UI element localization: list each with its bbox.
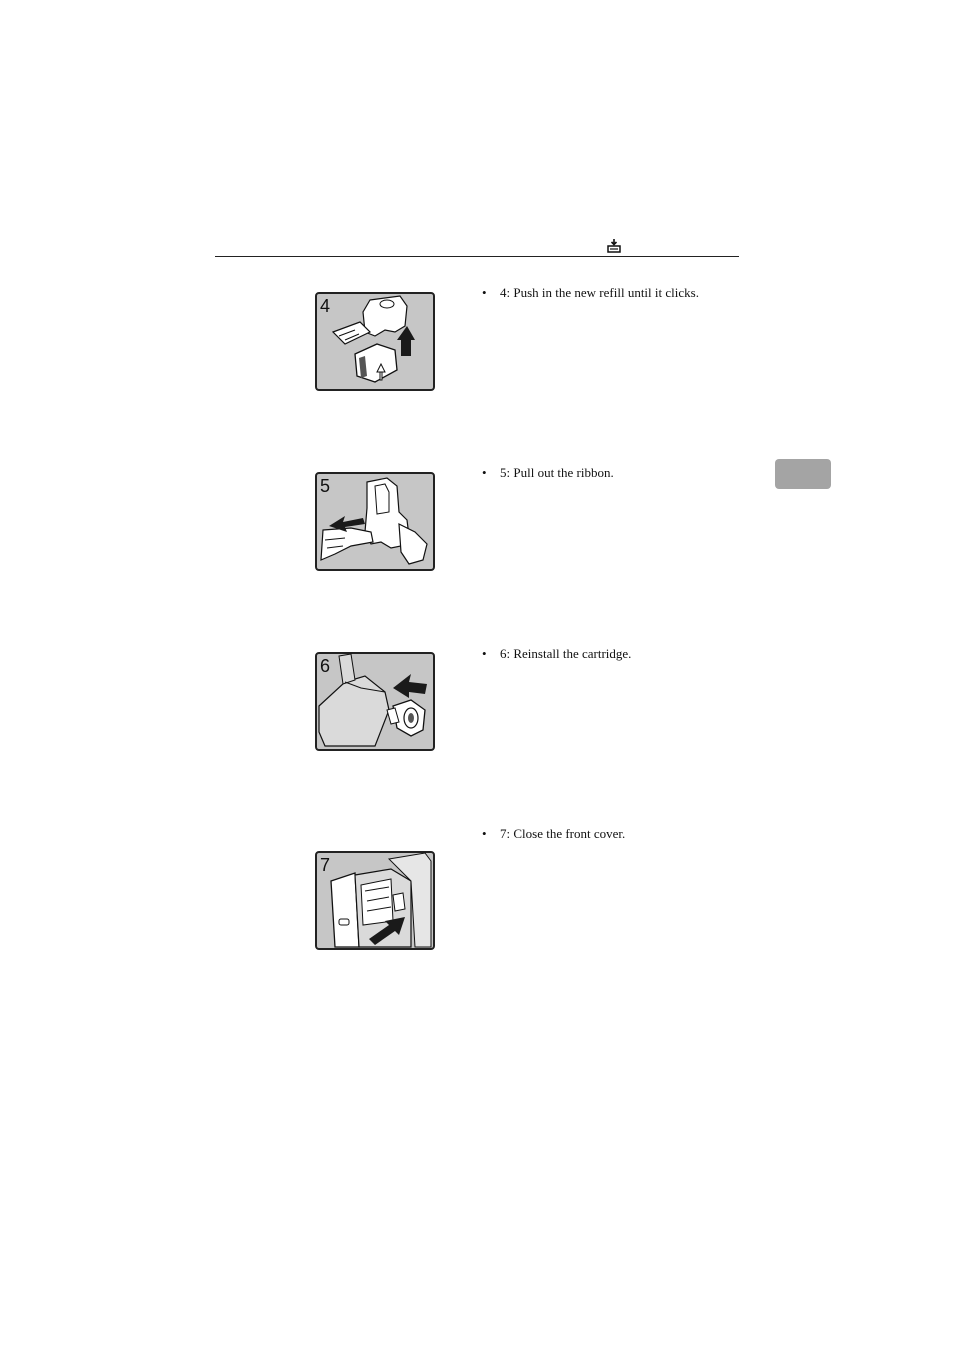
step-5-instruction: 5: Pull out the ribbon. xyxy=(500,465,614,480)
step-number: 5 xyxy=(320,476,331,496)
step-number: 7 xyxy=(320,855,331,875)
chapter-tab xyxy=(775,459,831,489)
bullet: • xyxy=(482,465,487,480)
step-6-instruction: 6: Reinstall the cartridge. xyxy=(500,646,632,661)
bullet: • xyxy=(482,285,487,300)
header-rule xyxy=(215,256,739,257)
step-7-text xyxy=(482,826,625,842)
step-4-illustration xyxy=(315,292,435,391)
step-4-text xyxy=(482,285,699,301)
step-number: 6 xyxy=(320,656,331,676)
step-7-instruction: 7: Close the front cover. xyxy=(500,826,626,841)
bullet: • xyxy=(482,646,487,661)
stapler-icon xyxy=(606,238,622,254)
bullet: • xyxy=(482,826,487,841)
step-7-illustration xyxy=(315,851,435,950)
step-6-illustration xyxy=(315,652,435,751)
step-5-illustration xyxy=(315,472,435,571)
step-4-instruction: 4: Push in the new refill until it clicks. xyxy=(500,285,699,300)
step-5-text xyxy=(482,465,614,481)
step-number: 4 xyxy=(320,296,331,316)
step-6-text xyxy=(482,646,631,662)
